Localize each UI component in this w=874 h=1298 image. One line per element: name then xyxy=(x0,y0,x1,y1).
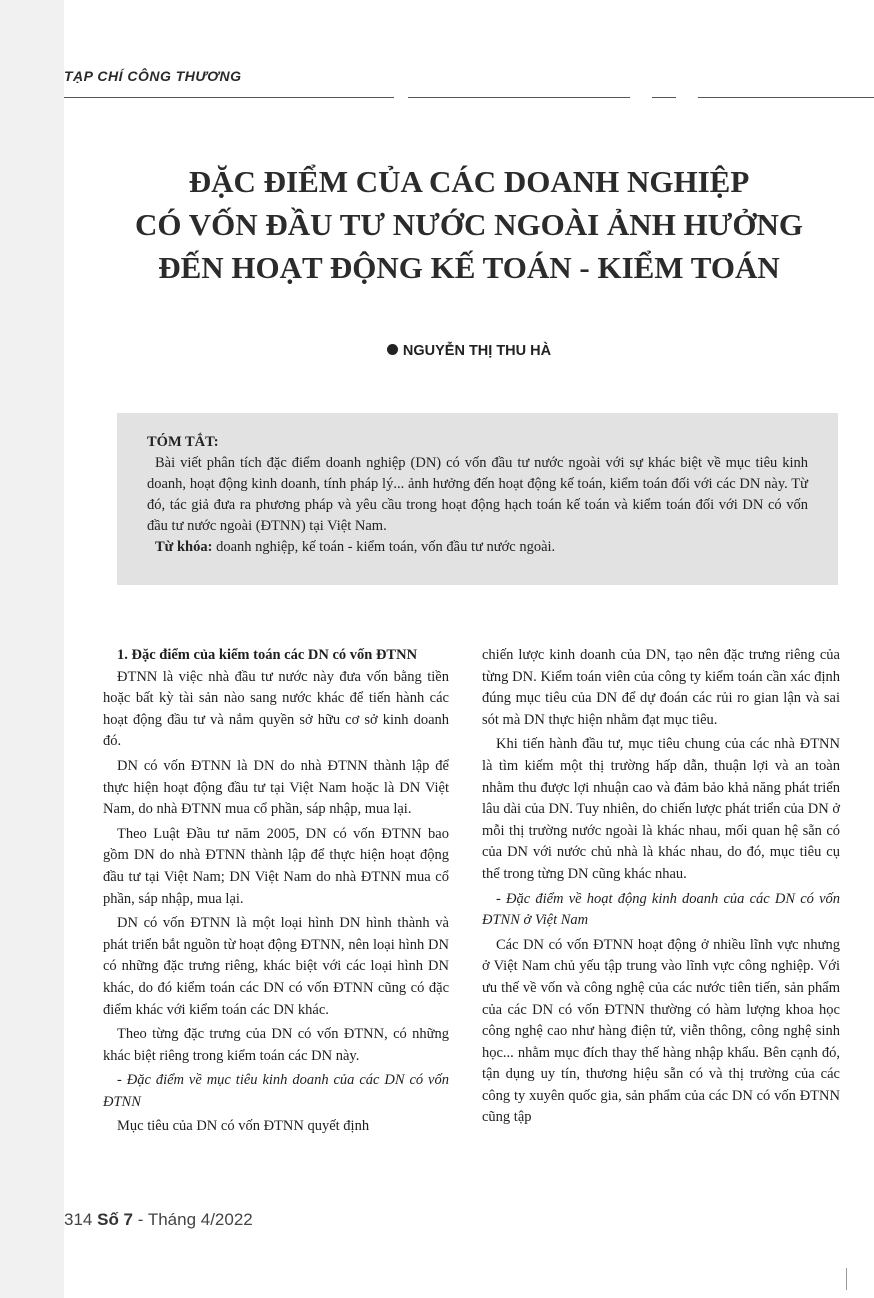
header-rule xyxy=(64,97,394,98)
paragraph: Theo từng đặc trưng của DN có vốn ĐTNN, có những khác biệt riêng trong kiểm toán các DN này. xyxy=(103,1026,449,1064)
running-header xyxy=(64,66,874,106)
author-name: NGUYỄN THỊ THU HÀ xyxy=(402,343,552,359)
author-line xyxy=(64,343,874,359)
abstract-body: Bài viết phân tích đặc điểm doanh nghiệp (DN) có vốn đầu tư nước ngoài với sự khác biệt về mục tiêu kinh doanh, hoạt động kinh doanh, tính pháp lý... ảnh hưởng đến hoạt động kế toán, kiểm toán đối với các DN này. Từ đó, tác giả đưa ra phương pháp và yêu cầu trong hoạt động hạch toán kế toán và kiểm toán đối với DN có vốn đầu tư nước ngoài (ĐTNN) tại Việt Nam. xyxy=(147,455,808,534)
header-rule-segment xyxy=(652,97,676,98)
keywords-text: doanh nghiệp, kế toán - kiểm toán, vốn đầu tư nước ngoài. xyxy=(212,539,556,555)
keywords-label: Từ khóa: xyxy=(155,539,213,555)
abstract-heading: TÓM TẮT: xyxy=(147,434,219,450)
paragraph: ĐTNN là việc nhà đầu tư nước này đưa vốn bằng tiền hoặc bất kỳ tài sản nào sang nước khác để tiến hành các hoạt động đầu tư và nắm quyền sở hữu cơ sở kinh doanh đó. xyxy=(103,668,449,750)
title-line: CÓ VỐN ĐẦU TƯ NƯỚC NGOÀI ẢNH HƯỞNG xyxy=(135,207,803,242)
subheading: - Đặc điểm về hoạt động kinh doanh của các DN có vốn ĐTNN ở Việt Nam xyxy=(482,890,840,929)
page-footer xyxy=(64,1210,253,1230)
paragraph: chiến lược kinh doanh của DN, tạo nên đặc trưng riêng của từng DN. Kiểm toán viên của công ty kiểm toán cần xác định đúng mục tiêu của DN để dự đoán các rủi ro gian lận và sai sót mà DN thực hiện nhằm đạt mục tiêu. xyxy=(482,647,840,728)
crop-mark xyxy=(846,1268,847,1290)
right-column xyxy=(482,645,840,1132)
section-heading: 1. Đặc điểm của kiểm toán các DN có vốn ĐTNN xyxy=(117,647,418,663)
article-title xyxy=(64,160,874,289)
header-rule-segment xyxy=(698,97,874,98)
journal-name: TẠP CHÍ CÔNG THƯƠNG xyxy=(64,68,242,84)
page-number: 314 xyxy=(64,1210,93,1229)
page-margin-band xyxy=(0,0,64,1298)
issue-number: Số 7 xyxy=(97,1210,134,1229)
abstract-box xyxy=(117,413,838,585)
paragraph: Khi tiến hành đầu tư, mục tiêu chung của các nhà ĐTNN là tìm kiếm một thị trường hấp dẫn, thuận lợi và an toàn nhằm thu được lợi nhuận cao và đảm bảo khả năng phát triển lâu dài của DN. Tuy nhiên, do chiến lược phát triển của DN ở mỗi thị trường nước ngoài là khác nhau, mối quan hệ sẵn có của DN với nước chủ nhà là khác nhau, do đó, mục tiêu cụ thể trong từng DN cũng khác nhau. xyxy=(482,736,840,882)
subheading: - Đặc điểm về mục tiêu kinh doanh của các DN có vốn ĐTNN xyxy=(103,1072,449,1110)
paragraph: Theo Luật Đầu tư năm 2005, DN có vốn ĐTNN bao gồm DN do nhà ĐTNN thành lập để thực hiện hoạt động đầu tư tại Việt Nam; DN Việt Nam do nhà ĐTNN mua cổ phần, sáp nhập, mua lại. xyxy=(103,825,449,907)
issue-date: - Tháng 4/2022 xyxy=(137,1210,253,1229)
abstract-keywords xyxy=(147,537,808,558)
paragraph: DN có vốn ĐTNN là DN do nhà ĐTNN thành lập để thực hiện hoạt động đầu tư tại Việt Nam hoặc là DN Việt Nam, do nhà ĐTNN mua cổ phần, sáp nhập, mua lại. xyxy=(103,757,449,818)
title-line: ĐẾN HOẠT ĐỘNG KẾ TOÁN - KIỂM TOÁN xyxy=(158,250,780,285)
paragraph: Các DN có vốn ĐTNN hoạt động ở nhiều lĩnh vực nhưng ở Việt Nam chủ yếu tập trung vào lĩnh vực công nghiệp. Với ưu thế về vốn và công nghệ của các nước tiên tiến, sản phẩm của các DN có vốn ĐTNN thường có hàm lượng khoa học công nghệ cao như hàng điện tử, viễn thông, công nghệ sinh học... nhằm mục đích thay thế hàng nhập khẩu. Bên cạnh đó, tận dụng uy tín, thương hiệu sẵn có và thị trường của các công ty xuyên quốc gia, sản phẩm của các DN có vốn ĐTNN cũng tập xyxy=(482,936,840,1126)
title-line: ĐẶC ĐIỂM CỦA CÁC DOANH NGHIỆP xyxy=(188,164,750,199)
bullet-icon xyxy=(387,344,398,355)
left-column xyxy=(103,645,449,1141)
header-rule-segment xyxy=(424,97,630,98)
paragraph: DN có vốn ĐTNN là một loại hình DN hình thành và phát triển bắt nguồn từ hoạt động ĐTNN, nên loại hình DN có những đặc trưng riêng, khác biệt với các loại hình DN khác, do đó kiểm toán các DN có vốn ĐTNN cũng có đặc điểm khác với kiểm toán các DN khác. xyxy=(103,915,449,1018)
paragraph: Mục tiêu của DN có vốn ĐTNN quyết định xyxy=(117,1118,370,1135)
